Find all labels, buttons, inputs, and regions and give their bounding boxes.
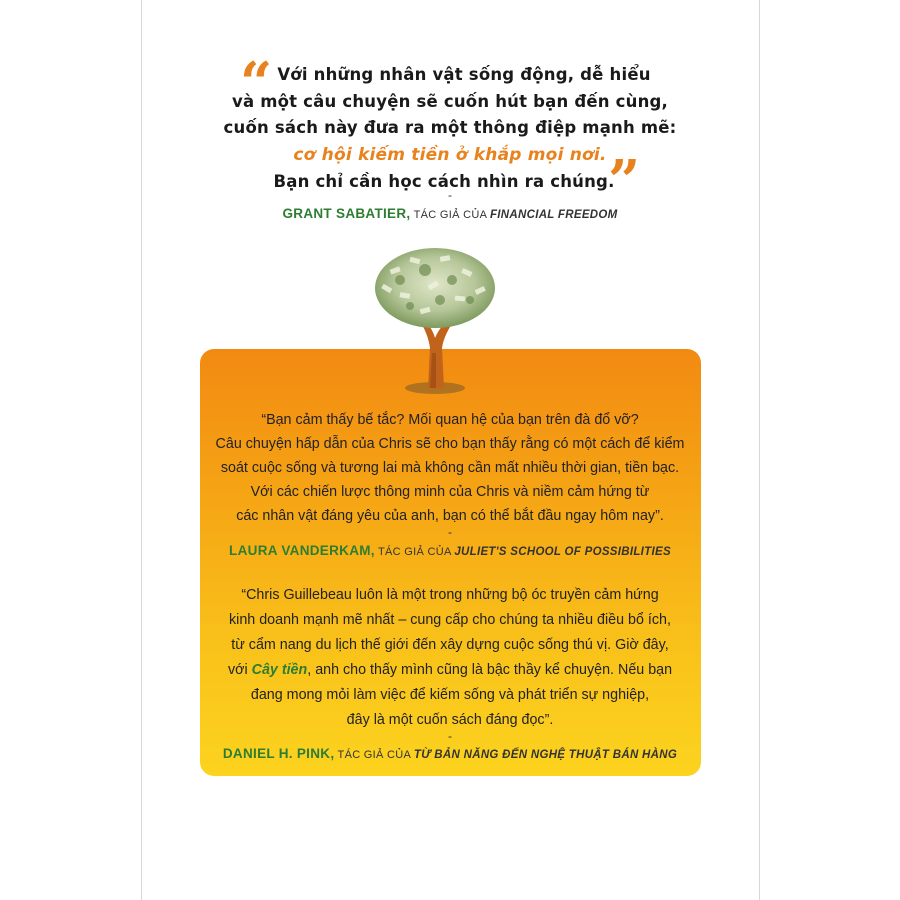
review-2-line-1: “Chris Guillebeau luôn là một trong những bộ óc truyền cảm hứng <box>241 587 659 603</box>
author-role: TÁC GIẢ CỦA <box>374 546 455 558</box>
author-role: TÁC GIẢ CỦA <box>410 209 490 221</box>
book-title-highlight: Cây tiền <box>251 662 308 678</box>
author-name: LAURA VANDERKAM, <box>229 543 375 558</box>
book-title: FINANCIAL FREEDOM <box>489 209 618 221</box>
review-1-line-4: Với các chiến lược thông minh của Chris và niềm cảm hứng từ <box>250 484 650 500</box>
review-2-line-4 <box>0 658 900 683</box>
quote-line-3: cuốn sách này đưa ra một thông điệp mạnh mẽ: <box>223 118 677 137</box>
book-title: TỪ BẢN NĂNG ĐẾN NGHỆ THUẬT BÁN HÀNG <box>413 749 678 761</box>
quote-line-5: Bạn chỉ cần học cách nhìn ra chúng. <box>273 172 615 191</box>
review-1-dash: - <box>448 525 452 539</box>
quote-line-2: và một câu chuyện sẽ cuốn hút bạn đến cùng, <box>231 92 669 111</box>
review-1-line-5: các nhân vật đáng yêu của anh, bạn có thể bắt đầu ngay hôm nay”. <box>236 508 664 524</box>
quote-line-1: Với những nhân vật sống động, dễ hiểu <box>277 65 651 84</box>
review-2-line-4-prefix: với <box>227 662 252 678</box>
review-1-attribution <box>0 543 900 558</box>
review-1-line-3: soát cuộc sống và tương lai mà không cần mất nhiều thời gian, tiền bạc. <box>220 460 680 476</box>
open-quote-mark: “ <box>240 50 273 116</box>
review-2-dash: - <box>448 729 452 743</box>
author-name: GRANT SABATIER, <box>282 206 411 221</box>
review-2-line-3: từ cẩm nang du lịch thế giới đến xây dựng cuộc sống thú vị. Giờ đây, <box>231 637 669 653</box>
author-name: DANIEL H. PINK, <box>222 746 335 761</box>
review-2-line-2: kinh doanh mạnh mẽ nhất – cung cấp cho chúng ta nhiều điều bổ ích, <box>229 612 671 628</box>
review-1-line-1: “Bạn cảm thấy bế tắc? Mối quan hệ của bạn trên đà đổ vỡ? <box>261 412 639 428</box>
quote-attribution <box>0 206 900 221</box>
review-2-line-6: đây là một cuốn sách đáng đọc”. <box>346 712 554 728</box>
review-1-line-2: Câu chuyện hấp dẫn của Chris sẽ cho bạn thấy rằng có một cách để kiểm <box>215 436 685 452</box>
review-2-line-5: đang mong mỏi làm việc để kiếm sống và phát triển sự nghiệp, <box>250 687 650 703</box>
author-role: TÁC GIẢ CỦA <box>334 749 414 761</box>
book-title: JULIET'S SCHOOL OF POSSIBILITIES <box>454 546 671 558</box>
review-2-line-4-suffix: , anh cho thấy mình cũng là bậc thầy kể chuyện. Nếu bạn <box>307 662 673 678</box>
money-tree-icon <box>370 238 500 398</box>
close-quote-mark: ” <box>608 148 641 214</box>
review-2-attribution <box>0 746 900 761</box>
quote-dash: - <box>448 188 452 202</box>
quote-highlight-line: cơ hội kiếm tiền ở khắp mọi nơi. <box>293 145 607 165</box>
